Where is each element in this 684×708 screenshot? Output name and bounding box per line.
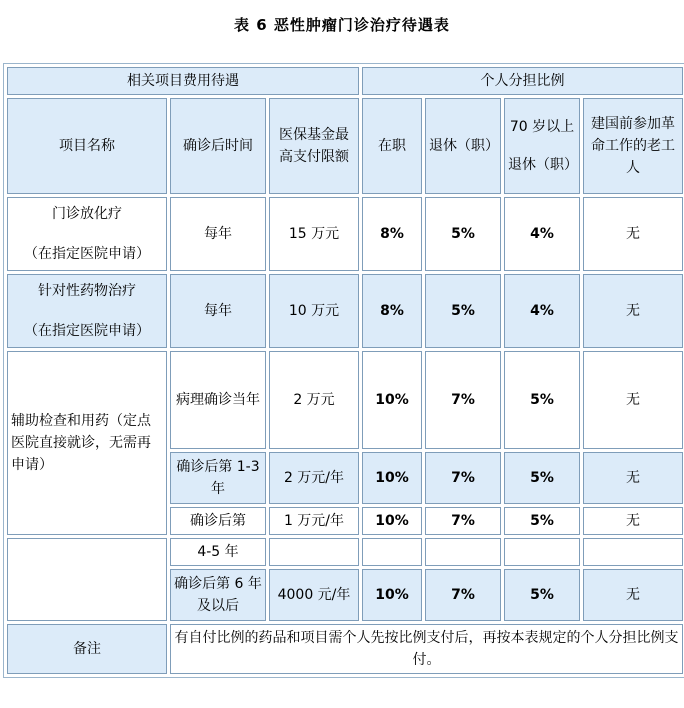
aux-retired70: 5% [504,452,580,504]
aux-limit: 4000 元/年 [269,569,359,621]
aux-retired: 7% [425,507,501,535]
aux-limit: 1 万元/年 [269,507,359,535]
note-text: 有自付比例的药品和项目需个人先按比例支付后，再按本表规定的个人分担比例支付。 [170,624,683,674]
table-row [7,624,683,674]
header-veteran: 建国前参加革命工作的老工人 [583,98,683,194]
aux-time: 病理确诊当年 [170,351,266,449]
aux-retired: 7% [425,351,501,449]
aux-employed: 10% [362,569,422,621]
row-name-line2: （在指定医院申请） [24,246,150,262]
table-row [7,274,683,348]
table-row [7,197,683,271]
header-retired70 [504,98,580,194]
aux-employed: 10% [362,507,422,535]
header-group-right: 个人分担比例 [362,67,683,95]
header-employed: 在职 [362,98,422,194]
row-name-line1: 针对性药物治疗 [38,283,136,299]
aux-time: 4-5 年 [170,538,266,566]
row-employed: 8% [362,197,422,271]
aux-limit: 2 万元 [269,351,359,449]
aux-time: 确诊后第 1-3 年 [170,452,266,504]
aux-retired: 7% [425,452,501,504]
row-time: 每年 [170,274,266,348]
row-employed: 8% [362,274,422,348]
aux-retired70: 5% [504,351,580,449]
row-retired: 5% [425,197,501,271]
header-time: 确诊后时间 [170,98,266,194]
row-veteran: 无 [583,197,683,271]
row-name [7,274,167,348]
aux-employed: 10% [362,351,422,449]
row-limit: 15 万元 [269,197,359,271]
aux-name: 辅助检查和用药（定点医院直接就诊，无需再申请） [7,351,167,535]
aux-veteran: 无 [583,569,683,621]
aux-empty-cell [269,538,359,566]
row-retired: 5% [425,274,501,348]
aux-time: 确诊后第 6 年及以后 [170,569,266,621]
aux-time: 确诊后第 [170,507,266,535]
treatment-table [3,63,684,678]
row-name-line1: 门诊放化疗 [52,206,122,222]
aux-empty-cell [362,538,422,566]
header-name: 项目名称 [7,98,167,194]
aux-veteran: 无 [583,452,683,504]
header-group-left: 相关项目费用待遇 [7,67,359,95]
aux-empty-cell [425,538,501,566]
header-retired: 退休（职） [425,98,501,194]
row-name [7,197,167,271]
table-row [7,538,683,566]
aux-empty-cell [504,538,580,566]
row-retired70: 4% [504,274,580,348]
table-title: 表 6 恶性肿瘤门诊治疗待遇表 [234,16,450,34]
aux-veteran: 无 [583,351,683,449]
header-limit: 医保基金最高支付限额 [269,98,359,194]
aux-retired70: 5% [504,507,580,535]
row-limit: 10 万元 [269,274,359,348]
row-veteran: 无 [583,274,683,348]
aux-employed: 10% [362,452,422,504]
note-label: 备注 [7,624,167,674]
aux-veteran: 无 [583,507,683,535]
row-name-line2: （在指定医院申请） [24,323,150,339]
row-time: 每年 [170,197,266,271]
header-retired70-line1: 70 岁以上 [509,119,575,135]
aux-limit: 2 万元/年 [269,452,359,504]
header-retired70-line2: 退休（职） [508,157,578,173]
table-row [7,351,683,449]
aux-empty-cell [583,538,683,566]
row-retired70: 4% [504,197,580,271]
aux-retired: 7% [425,569,501,621]
aux-empty-cell [7,538,167,621]
aux-retired70: 5% [504,569,580,621]
